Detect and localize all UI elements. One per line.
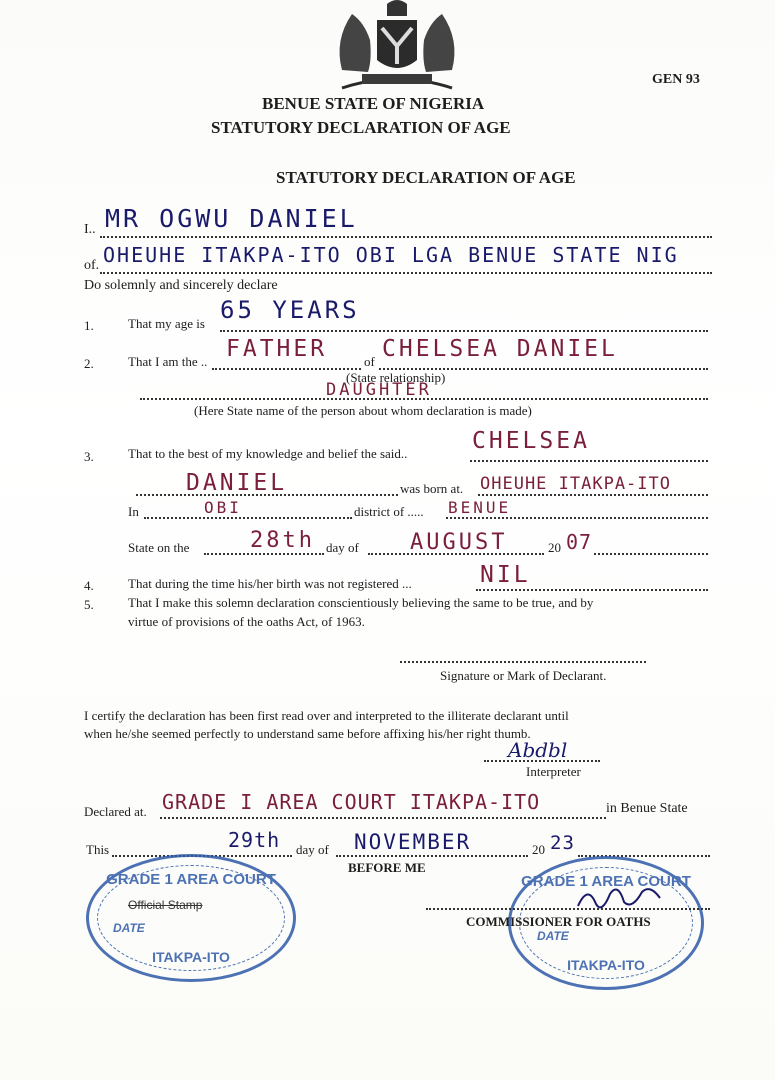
interpreter-line bbox=[484, 760, 600, 762]
commissioner-line bbox=[426, 908, 710, 910]
person-name: CHELSEA DANIEL bbox=[382, 336, 618, 362]
stamp-left-bottom-text: ITAKPA-ITO bbox=[152, 949, 230, 965]
solemn-line-2: virtue of provisions of the oaths Act, of 1963. bbox=[128, 614, 365, 629]
in-value: OBI bbox=[204, 498, 242, 517]
declared-year-prefix: 20 bbox=[532, 842, 545, 857]
of-label: of. bbox=[84, 258, 100, 273]
said-last-name: DANIEL bbox=[186, 470, 288, 496]
registered-line bbox=[476, 589, 708, 591]
declared-at-label: Declared at. bbox=[84, 804, 147, 819]
stamp-right-top-text: GRADE 1 AREA COURT bbox=[521, 873, 691, 890]
item-number-2: 2. bbox=[84, 356, 94, 371]
declarant-address: OHEUHE ITAKPA-ITO OBI LGA BENUE STATE NIG bbox=[103, 243, 679, 267]
district-line bbox=[446, 517, 708, 519]
belief-label: That to the best of my knowledge and belief the said.. bbox=[128, 446, 408, 461]
stamp-left-top-text: GRADE 1 AREA COURT bbox=[106, 871, 276, 888]
relationship-caption: (State relationship) bbox=[346, 370, 446, 385]
interpreter-label: Interpreter bbox=[526, 764, 581, 779]
stamp-right-bottom-text: ITAKPA-ITO bbox=[567, 957, 645, 973]
item-number-3: 3. bbox=[84, 449, 94, 464]
stamp-left-date: DATE bbox=[113, 921, 145, 935]
certify-line-2: when he/she seemed perfectly to understand same before affixing his/her right thumb. bbox=[84, 726, 531, 741]
day-line bbox=[204, 553, 324, 555]
item-number-4: 4. bbox=[84, 578, 94, 593]
court-stamp-left bbox=[86, 854, 296, 982]
declared-day-of-label: day of bbox=[296, 842, 329, 857]
state-on-label: State on the bbox=[128, 540, 190, 555]
i-label: I.. bbox=[84, 222, 96, 237]
age-line bbox=[220, 330, 708, 332]
in-benue-state: in Benue State bbox=[606, 801, 688, 816]
said-line bbox=[470, 460, 708, 462]
year-line bbox=[594, 553, 708, 555]
person-caption: (Here State name of the person about whom declaration is made) bbox=[194, 403, 532, 418]
birth-year: 07 bbox=[566, 530, 593, 554]
said-first-name: CHELSEA bbox=[472, 428, 590, 454]
birth-day: 28th bbox=[250, 528, 315, 553]
district-label: district of ..... bbox=[354, 504, 424, 519]
declarant-name: MR OGWU DANIEL bbox=[105, 204, 358, 233]
solemn-line-1: That I make this solemn declaration conscientiously believing the same to be true, and by bbox=[128, 595, 594, 610]
solemnly-declare: Do solemnly and sincerely declare bbox=[84, 278, 278, 293]
district-value: BENUE bbox=[448, 498, 512, 517]
declared-year: 23 bbox=[550, 832, 575, 854]
declared-month-line bbox=[336, 855, 528, 857]
declared-court: GRADE I AREA COURT ITAKPA-ITO bbox=[162, 790, 541, 814]
iam-label: That I am the .. bbox=[128, 354, 208, 369]
registered-label: That during the time his/her birth was not registered ... bbox=[128, 576, 412, 591]
coat-of-arms-emblem bbox=[322, 0, 472, 92]
before-me: BEFORE ME bbox=[348, 860, 426, 875]
stamp-right-date: DATE bbox=[537, 929, 569, 943]
commissioner-for-oaths: COMMISSIONER FOR OATHS bbox=[466, 914, 651, 929]
birth-place-line bbox=[478, 494, 708, 496]
of-relationship-label: of bbox=[364, 354, 375, 369]
this-label: This bbox=[86, 842, 110, 857]
address-line bbox=[100, 272, 712, 274]
name-line bbox=[100, 236, 712, 238]
birth-place: OHEUHE ITAKPA-ITO bbox=[480, 474, 671, 494]
in-label: In bbox=[128, 504, 139, 519]
interpreter-signature: Abdbl bbox=[508, 738, 568, 762]
year-prefix: 20 bbox=[548, 540, 561, 555]
form-title: STATUTORY DECLARATION OF AGE bbox=[211, 118, 511, 137]
in-line bbox=[144, 517, 352, 519]
declared-month: NOVEMBER bbox=[354, 830, 472, 854]
item-number-5: 5. bbox=[84, 597, 94, 612]
relation-word: DAUGHTER bbox=[326, 380, 432, 400]
item-number-1: 1. bbox=[84, 318, 94, 333]
birth-month: AUGUST bbox=[410, 530, 508, 555]
state-title: BENUE STATE OF NIGERIA bbox=[262, 94, 485, 113]
registered-value: NIL bbox=[480, 562, 531, 588]
official-stamp-label: Official Stamp bbox=[128, 898, 203, 912]
born-label: was born at. bbox=[400, 481, 464, 496]
certify-line-1: I certify the declaration has been first read over and interpreted to the illiterate declarant until bbox=[84, 708, 569, 723]
age-label: That my age is bbox=[128, 316, 205, 331]
relationship-value: FATHER bbox=[226, 336, 328, 362]
age-value: 65 YEARS bbox=[220, 296, 360, 324]
form-code: GEN 93 bbox=[652, 72, 700, 87]
declarant-signature-label: Signature or Mark of Declarant. bbox=[440, 668, 607, 683]
day-of-label: day of bbox=[326, 540, 359, 555]
court-line bbox=[160, 817, 606, 819]
declared-day: 29th bbox=[228, 828, 281, 852]
relationship-line bbox=[212, 368, 708, 370]
section-title: STATUTORY DECLARATION OF AGE bbox=[276, 168, 576, 187]
declarant-signature-line bbox=[400, 661, 646, 663]
